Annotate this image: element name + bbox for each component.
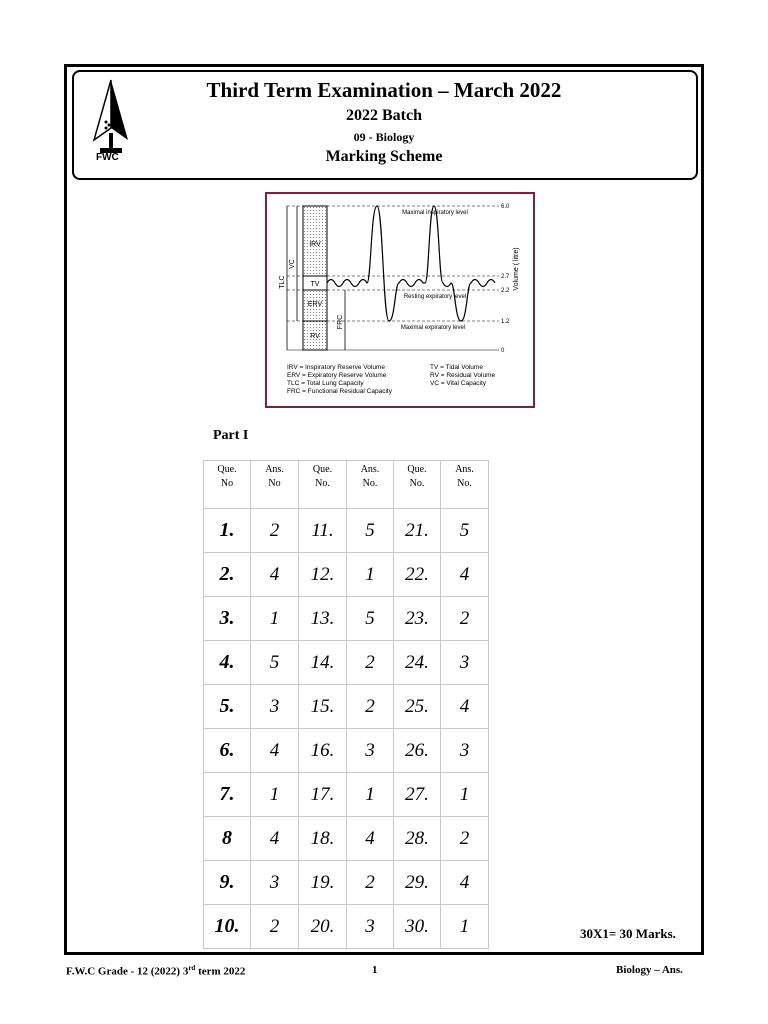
question-number-cell: 3.: [204, 597, 251, 641]
answer-cell: 4: [251, 553, 299, 597]
question-number-cell: 29.: [394, 861, 441, 905]
answer-cell: 2: [347, 861, 394, 905]
question-number-cell: 25.: [394, 685, 441, 729]
question-number-cell: 12.: [299, 553, 347, 597]
question-number-cell: 1.: [204, 509, 251, 553]
resting-label: Resting expiratory level: [403, 294, 467, 300]
tv-label: TV: [310, 281, 320, 288]
question-number-cell: 8: [204, 817, 251, 861]
subject-title: 09 - Biology: [353, 130, 415, 144]
answer-cell: 1: [347, 773, 394, 817]
legend-rv: RV = Residual Volume: [430, 372, 496, 379]
answer-cell: 3: [347, 729, 394, 773]
answer-cell: 3: [251, 861, 299, 905]
question-number-cell: 14.: [299, 641, 347, 685]
tick-6: 6.0: [501, 204, 510, 210]
marks-total: 30X1= 30 Marks.: [580, 926, 676, 941]
answer-cell: 4: [441, 685, 489, 729]
table-header-cell: Que. No.: [394, 461, 441, 509]
answer-cell: 1: [347, 553, 394, 597]
answer-cell: 3: [441, 641, 489, 685]
legend-frc: FRC = Functional Residual Capacity: [287, 388, 392, 395]
question-number-cell: 30.: [394, 905, 441, 949]
question-number-cell: 9.: [204, 861, 251, 905]
answer-cell: 2: [441, 597, 489, 641]
scheme-title: Marking Scheme: [325, 148, 443, 165]
answer-cell: 2: [251, 905, 299, 949]
question-number-cell: 20.: [299, 905, 347, 949]
batch-title: 2022 Batch: [346, 107, 422, 124]
table-header-cell: Ans. No.: [347, 461, 394, 509]
answer-cell: 3: [251, 685, 299, 729]
lung-volume-diagram: [265, 192, 535, 408]
answer-cell: 5: [347, 509, 394, 553]
question-number-cell: 7.: [204, 773, 251, 817]
question-number-cell: 17.: [299, 773, 347, 817]
table-row: [204, 685, 489, 729]
question-number-cell: 21.: [394, 509, 441, 553]
table-row: [204, 861, 489, 905]
rv-label: RV: [310, 333, 320, 340]
legend-irv: IRV = Inspiratory Reserve Volume: [287, 364, 385, 371]
table-row: [204, 641, 489, 685]
answer-cell: 5: [441, 509, 489, 553]
tick-0: 0: [501, 348, 505, 354]
answer-cell: 2: [347, 685, 394, 729]
question-number-cell: 4.: [204, 641, 251, 685]
answer-cell: 4: [347, 817, 394, 861]
vc-label: VC: [289, 259, 296, 269]
question-number-cell: 22.: [394, 553, 441, 597]
question-number-cell: 10.: [204, 905, 251, 949]
question-number-cell: 11.: [299, 509, 347, 553]
answer-cell: 4: [441, 553, 489, 597]
answer-cell: 4: [251, 729, 299, 773]
exam-title: Third Term Examination – March 2022: [206, 78, 562, 102]
answer-cell: 3: [347, 905, 394, 949]
question-number-cell: 6.: [204, 729, 251, 773]
question-number-cell: 24.: [394, 641, 441, 685]
table-header-cell: Que. No.: [299, 461, 347, 509]
question-number-cell: 16.: [299, 729, 347, 773]
answer-cell: 4: [251, 817, 299, 861]
table-row: [204, 773, 489, 817]
question-number-cell: 2.: [204, 553, 251, 597]
answer-cell: 3: [441, 729, 489, 773]
table-row: [204, 817, 489, 861]
tick-22: 2.2: [501, 288, 510, 294]
footer-right: Biology – Ans.: [616, 964, 683, 976]
table-row: [204, 597, 489, 641]
logo-text: FWC: [96, 152, 119, 163]
table-row: [204, 509, 489, 553]
volume-axis-label: Volume ( litre): [513, 247, 520, 291]
answer-cell: 1: [251, 773, 299, 817]
answer-cell: 4: [441, 861, 489, 905]
answer-cell: 1: [251, 597, 299, 641]
part-label: Part I: [213, 428, 249, 443]
question-number-cell: 23.: [394, 597, 441, 641]
legend-tlc: TLC = Total Lung Capacity: [287, 380, 364, 387]
table-row: [204, 553, 489, 597]
question-number-cell: 18.: [299, 817, 347, 861]
tick-27: 2.7: [501, 274, 510, 280]
question-number-cell: 27.: [394, 773, 441, 817]
irv-label: IRV: [309, 241, 321, 248]
answer-cell: 2: [347, 641, 394, 685]
tlc-label: TLC: [279, 275, 286, 289]
page-number: 1: [372, 964, 378, 976]
answer-cell: 1: [441, 905, 489, 949]
legend-vc: VC = Vital Capacity: [430, 380, 487, 387]
legend-right: [430, 364, 495, 388]
question-number-cell: 28.: [394, 817, 441, 861]
legend-left: [287, 364, 392, 396]
legend-tv: TV = Tidal Volume: [430, 364, 483, 371]
answer-table: [203, 460, 489, 949]
table-header-cell: Que. No: [204, 461, 251, 509]
max-exp-label: Maximal expiratory level: [400, 325, 466, 331]
question-number-cell: 15.: [299, 685, 347, 729]
question-number-cell: 19.: [299, 861, 347, 905]
question-number-cell: 26.: [394, 729, 441, 773]
max-insp-label: Maximal inspiratory level: [402, 210, 468, 216]
table-row: [204, 905, 489, 949]
question-number-cell: 13.: [299, 597, 347, 641]
footer-left: F.W.C Grade - 12 (2022) 3rd term 2022: [66, 964, 246, 978]
answer-cell: 2: [251, 509, 299, 553]
tick-12: 1.2: [501, 319, 510, 325]
question-number-cell: 5.: [204, 685, 251, 729]
frc-label: FRC: [337, 314, 344, 330]
answer-cell: 1: [441, 773, 489, 817]
erv-label: ERV: [307, 301, 323, 308]
legend-erv: ERV = Expiratory Reserve Volume: [287, 372, 387, 379]
table-header-cell: Ans. No: [251, 461, 299, 509]
table-header-cell: Ans. No.: [441, 461, 489, 509]
answer-cell: 5: [251, 641, 299, 685]
answer-cell: 2: [441, 817, 489, 861]
table-row: [204, 729, 489, 773]
answer-cell: 5: [347, 597, 394, 641]
